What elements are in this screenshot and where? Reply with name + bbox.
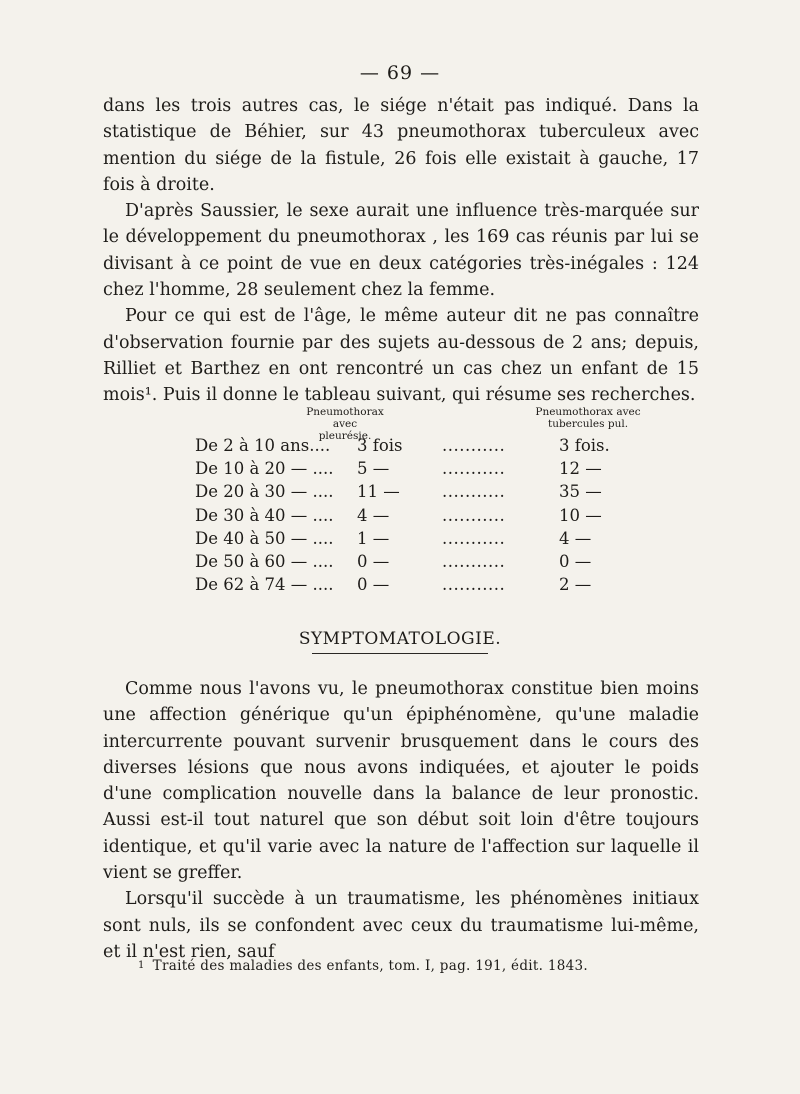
leader-dots: ...........: [442, 551, 506, 571]
paragraph-sexe: D'après Saussier, le sexe aurait une influence très-marquée sur le développement du pneumothorax , les 169 cas réunis par lui se divisant à ce point de vue en deux catégories très-inégales : 124 chez l'homme, 28 seulement chez la femme.: [103, 201, 699, 301]
column-header-tubercules: Pneumothorax avec tubercules pul.: [535, 406, 641, 430]
leader-dots: ...........: [442, 482, 506, 502]
leader-dots: ...........: [442, 505, 506, 525]
footnote: [138, 958, 588, 974]
leader-dots: ...........: [442, 436, 506, 455]
section-title: SYMPTOMATOLOGIE.: [298, 629, 502, 649]
table-row: [195, 480, 615, 503]
count-tubercules: 10 —: [559, 505, 602, 525]
leader-dots: ...........: [442, 575, 506, 595]
leader-dots: ...........: [442, 528, 506, 548]
footnote-marker: 1: [138, 960, 145, 971]
paragraph-siege: dans les trois autres cas, le siége n'était pas indiqué. Dans la statistique de Béhier, sur 43 pneumothorax tuberculeux avec mention du siége de la fistule, 26 fois elle existait à gauche, 17 fois à droite.: [103, 96, 699, 195]
age-range: De 50 à 60 — ....: [195, 551, 334, 571]
age-range: De 62 à 74 — ....: [195, 575, 334, 595]
age-range: De 40 à 50 — ....: [195, 528, 334, 548]
column-header-pleuresie: Pneumothorax avec pleurésie.: [306, 406, 384, 442]
table-row: [195, 527, 615, 550]
table-row: [195, 457, 615, 480]
table-row: [195, 504, 615, 527]
age-range: De 2 à 10 ans....: [195, 436, 331, 455]
paragraph-traumatisme: Lorsqu'il succède à un traumatisme, les phénomènes initiaux sont nuls, ils se confondent avec ceux du traumatisme lui-même, et il n'est rien, sauf: [103, 889, 699, 962]
count-tubercules: 0 —: [559, 551, 592, 571]
age-range: De 10 à 20 — ....: [195, 459, 334, 479]
age-range: De 20 à 30 — ....: [195, 482, 334, 502]
footnote-text: Traité des maladies des enfants, tom. I, pag. 191, édit. 1843.: [152, 958, 588, 974]
count-tubercules: 4 —: [559, 528, 592, 548]
section-title-underline: [312, 653, 488, 654]
page-number: — 69 —: [359, 62, 441, 84]
table-row: [195, 434, 615, 457]
age-range: De 30 à 40 — ....: [195, 505, 334, 525]
count-pleuresie: 4 —: [357, 505, 390, 525]
table-row: [195, 550, 615, 573]
leader-dots: ...........: [442, 459, 506, 479]
count-pleuresie: 3 fois: [357, 436, 403, 455]
paragraph-age: Pour ce qui est de l'âge, le même auteur dit ne pas connaître d'observation fournie par des sujets au-dessous de 2 ans; depuis, Rilliet et Barthez en ont rencontré un cas chez un enfant de 15 mois¹. Puis il donne le tableau suivant, qui résume ses recherches.: [103, 306, 699, 406]
count-tubercules: 2 —: [559, 575, 592, 595]
count-tubercules: 3 fois.: [559, 436, 610, 455]
table-header: [195, 406, 641, 442]
count-tubercules: 12 —: [559, 459, 602, 479]
count-pleuresie: 1 —: [357, 528, 390, 548]
text-block-bottom: [103, 676, 699, 965]
count-pleuresie: 0 —: [357, 551, 390, 571]
age-table: [195, 406, 641, 596]
count-pleuresie: 0 —: [357, 575, 390, 595]
paragraph-generique: Comme nous l'avons vu, le pneumothorax constitue bien moins une affection générique qu'un épiphénomène, qu'une maladie intercurrente pouvant survenir brusquement dans le cours des diverses lésions que nous avons indiquées, et ajouter le poids d'une complication nouvelle dans la balance de leur pronostic. Aussi est-il tout naturel que son début soit loin d'être toujours identique, et qu'il varie avec la nature de l'affection sur laquelle il vient se greffer.: [103, 679, 699, 884]
count-pleuresie: 5 —: [357, 459, 390, 479]
text-block-top: [103, 93, 699, 409]
count-tubercules: 35 —: [559, 482, 602, 502]
count-pleuresie: 11 —: [357, 482, 400, 502]
table-row: [195, 573, 615, 596]
